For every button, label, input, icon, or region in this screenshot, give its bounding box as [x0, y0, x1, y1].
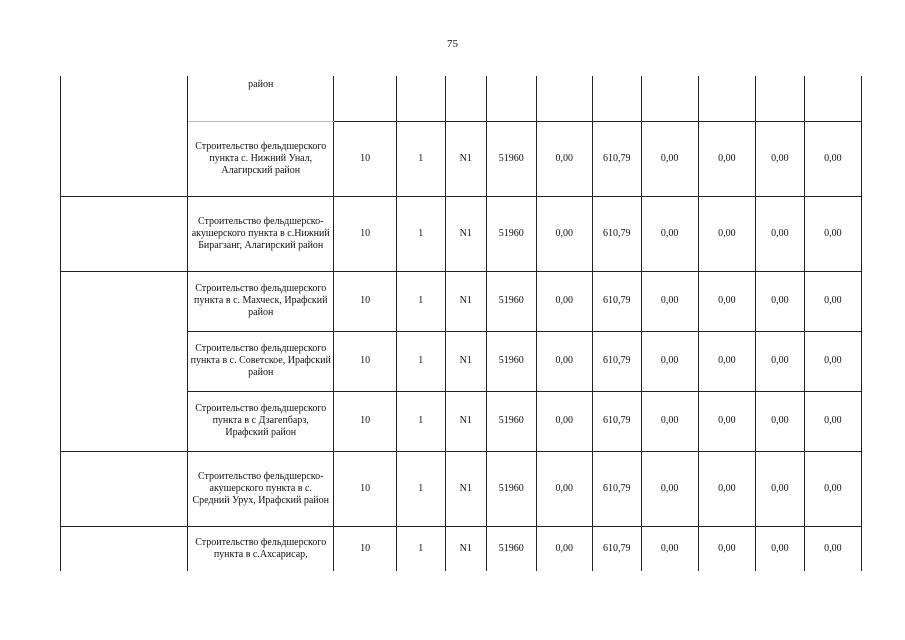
value-cell [334, 76, 397, 121]
value-cell: 610,79 [592, 121, 641, 196]
value-cell: 0,00 [698, 196, 755, 271]
value-cell: 0,00 [755, 451, 804, 526]
value-cell: 0,00 [804, 391, 861, 451]
value-cell: 0,00 [698, 391, 755, 451]
object-name-cell: Строительство фельдшерского пункта в с Дзагепбарз, Ирафский район [188, 391, 334, 451]
object-name-cell: Строительство фельдшерского пункта в с. Махческ, Ирафский район [188, 271, 334, 331]
value-cell: 10 [334, 196, 397, 271]
value-cell: 1 [396, 391, 445, 451]
value-cell: 0,00 [755, 121, 804, 196]
table-row [61, 451, 862, 526]
value-cell: 610,79 [592, 196, 641, 271]
page-number: 75 [447, 38, 458, 50]
object-name-cell: Строительство фельдшерского пункта с. Нижний Унал, Алагирский район [188, 121, 334, 196]
value-cell: 0,00 [641, 391, 698, 451]
value-cell: 0,00 [536, 331, 592, 391]
table-row [61, 331, 862, 391]
value-cell: 610,79 [592, 451, 641, 526]
value-cell: N1 [445, 331, 486, 391]
value-cell: 0,00 [755, 331, 804, 391]
value-cell: 0,00 [536, 196, 592, 271]
value-cell: 1 [396, 271, 445, 331]
value-cell: 0,00 [641, 196, 698, 271]
object-name-cell: Строительство фельдшерского пункта в с.Ахсарисар, [188, 526, 334, 571]
value-cell: 0,00 [536, 526, 592, 571]
value-cell: 0,00 [698, 121, 755, 196]
value-cell: 10 [334, 526, 397, 571]
value-cell: 0,00 [804, 331, 861, 391]
value-cell: 0,00 [755, 196, 804, 271]
object-name-cell: Строительство фельдшерско-акушерского пункта в с.Нижний Бирагзанг, Алагирский район [188, 196, 334, 271]
value-cell: 0,00 [755, 526, 804, 571]
table-row [61, 526, 862, 571]
value-cell: 610,79 [592, 331, 641, 391]
value-cell: 610,79 [592, 391, 641, 451]
value-cell: 10 [334, 121, 397, 196]
value-cell: 1 [396, 196, 445, 271]
value-cell: 0,00 [641, 331, 698, 391]
value-cell: N1 [445, 391, 486, 451]
value-cell: N1 [445, 526, 486, 571]
value-cell: 10 [334, 271, 397, 331]
value-cell: 0,00 [755, 271, 804, 331]
value-cell: 0,00 [804, 451, 861, 526]
value-cell: 1 [396, 526, 445, 571]
value-cell: 51960 [486, 526, 536, 571]
value-cell: 10 [334, 331, 397, 391]
value-cell: 0,00 [698, 271, 755, 331]
table-row [61, 391, 862, 451]
value-cell [755, 76, 804, 121]
value-cell: 0,00 [804, 526, 861, 571]
value-cell: 0,00 [641, 451, 698, 526]
value-cell: 0,00 [641, 271, 698, 331]
value-cell: 1 [396, 331, 445, 391]
value-cell: 51960 [486, 196, 536, 271]
value-cell: 0,00 [698, 451, 755, 526]
value-cell: 0,00 [536, 451, 592, 526]
value-cell: 0,00 [698, 331, 755, 391]
value-cell: 0,00 [804, 196, 861, 271]
value-cell: 51960 [486, 391, 536, 451]
group-cell [61, 391, 188, 451]
group-cell [61, 271, 188, 331]
group-cell [61, 331, 188, 391]
value-cell: 10 [334, 391, 397, 451]
value-cell: 0,00 [641, 526, 698, 571]
group-cell [61, 76, 188, 121]
object-name-cell: Строительство фельдшерского пункта в с. Советское, Ирафский район [188, 331, 334, 391]
table-row [61, 76, 862, 121]
value-cell: N1 [445, 196, 486, 271]
object-name-cell: район [188, 76, 334, 121]
value-cell: 51960 [486, 121, 536, 196]
value-cell [698, 76, 755, 121]
value-cell: 610,79 [592, 271, 641, 331]
value-cell: 10 [334, 451, 397, 526]
value-cell [536, 76, 592, 121]
value-cell [804, 76, 861, 121]
table-row [61, 121, 862, 196]
table-row [61, 271, 862, 331]
value-cell: 0,00 [755, 391, 804, 451]
value-cell: 0,00 [641, 121, 698, 196]
value-cell [592, 76, 641, 121]
data-table [60, 76, 862, 571]
value-cell: 1 [396, 121, 445, 196]
value-cell: 0,00 [804, 121, 861, 196]
value-cell: 0,00 [536, 391, 592, 451]
table-row [61, 196, 862, 271]
group-cell [61, 526, 188, 571]
value-cell: 1 [396, 451, 445, 526]
value-cell [396, 76, 445, 121]
value-cell: 0,00 [804, 271, 861, 331]
value-cell: N1 [445, 271, 486, 331]
value-cell: 0,00 [536, 121, 592, 196]
object-name-cell: Строительство фельдшерско-акушерского пункта в с. Средний Урух, Ирафский район [188, 451, 334, 526]
value-cell: 51960 [486, 271, 536, 331]
group-cell [61, 196, 188, 271]
value-cell [445, 76, 486, 121]
value-cell: 0,00 [536, 271, 592, 331]
group-cell [61, 121, 188, 196]
group-cell [61, 451, 188, 526]
value-cell: 51960 [486, 331, 536, 391]
value-cell [486, 76, 536, 121]
value-cell: N1 [445, 121, 486, 196]
value-cell: 610,79 [592, 526, 641, 571]
value-cell: 0,00 [698, 526, 755, 571]
value-cell: N1 [445, 451, 486, 526]
value-cell [641, 76, 698, 121]
value-cell: 51960 [486, 451, 536, 526]
